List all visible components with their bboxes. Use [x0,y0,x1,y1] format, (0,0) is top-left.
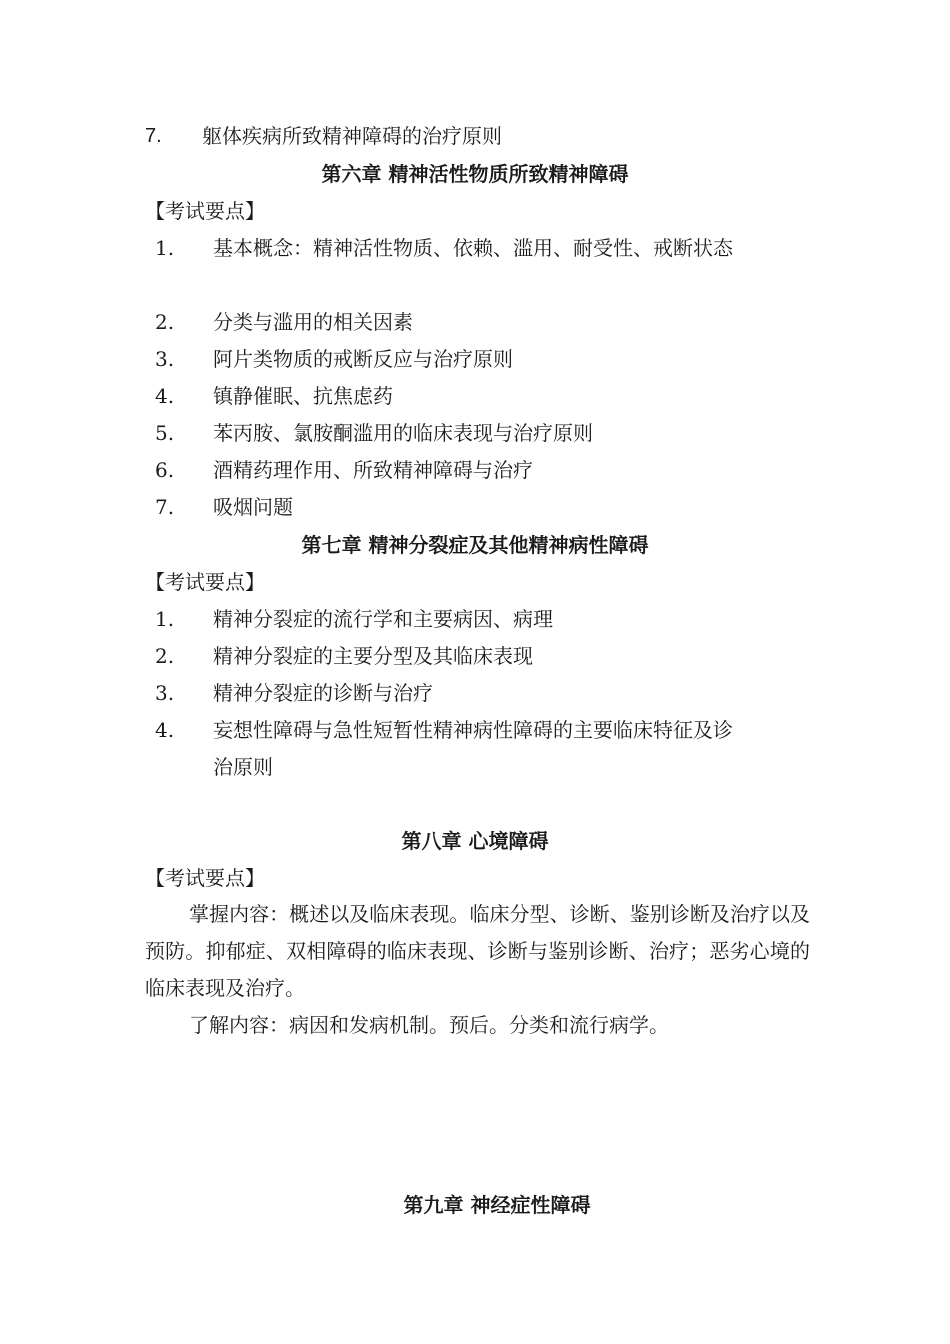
ch7-item-1-text: 精神分裂症的流行学和主要病因、病理 [213,607,553,631]
ch6-item-1-text: 基本概念：精神活性物质、依赖、滥用、耐受性、戒断状态 [213,236,733,260]
chapter-8-master-content-paragraph: 掌握内容：概述以及临床表现。临床分型、诊断、鉴别诊断及治疗以及预防。抑郁症、双相障碍的临床表现、诊断与鉴别诊断、治疗；恶劣心境的临床表现及治疗。 [145,902,810,1000]
ch6-item-5-text: 苯丙胺、氯胺酮滥用的临床表现与治疗原则 [213,421,593,445]
ch6-item-2-number: 2. [155,310,175,334]
ch7-item-1-number: 1. [155,607,175,631]
ch6-item-7-number: 7. [155,495,175,519]
ch6-item-5-number: 5. [155,421,175,445]
chapter-9-title: 第九章 神经症性障碍 [403,1193,591,1217]
ch6-item-3-text: 阿片类物质的戒断反应与治疗原则 [213,347,513,371]
ch6-item-6-number: 6. [155,458,175,482]
chapter-7-title: 第七章 精神分裂症及其他精神病性障碍 [301,533,649,557]
ch7-item-4-number: 4. [155,718,175,742]
ch6-item-3-number: 3. [155,347,175,371]
ch6-item-2-text: 分类与滥用的相关因素 [213,310,413,334]
ch7-item-4-text: 妄想性障碍与急性短暂性精神病性障碍的主要临床特征及诊 [213,718,733,742]
ch6-item-4-number: 4. [155,384,175,408]
ch7-item-2-number: 2. [155,644,175,668]
ch6-item-4-text: 镇静催眠、抗焦虑药 [213,384,393,408]
ch7-item-2-text: 精神分裂症的主要分型及其临床表现 [213,644,533,668]
ch5-item-7-text: 躯体疾病所致精神障碍的治疗原则 [202,124,502,148]
chapter-7-exam-points-label: 【考试要点】 [145,570,265,594]
chapter-6-exam-points-label: 【考试要点】 [145,199,265,223]
ch7-item-3-number: 3. [155,681,175,705]
ch6-item-6-text: 酒精药理作用、所致精神障碍与治疗 [213,458,533,482]
chapter-6-title: 第六章 精神活性物质所致精神障碍 [321,162,629,186]
ch6-item-1-number: 1. [155,236,175,260]
chapter-8-exam-points-label: 【考试要点】 [145,866,265,890]
ch7-item-4-text-continued: 治原则 [213,755,273,779]
ch6-item-7-text: 吸烟问题 [213,495,293,519]
chapter-8-title: 第八章 心境障碍 [401,829,549,853]
ch7-item-3-text: 精神分裂症的诊断与治疗 [213,681,433,705]
chapter-8-understand-content-paragraph: 了解内容：病因和发病机制。预后。分类和流行病学。 [189,1013,669,1037]
ch5-item-7-number: 7. [145,125,162,147]
